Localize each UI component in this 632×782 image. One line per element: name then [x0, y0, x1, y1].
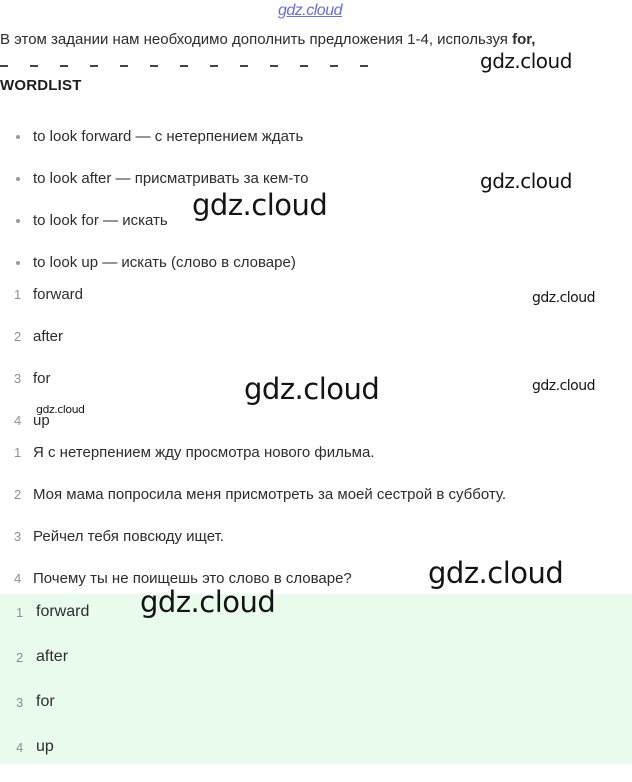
list-item-text: forward: [33, 286, 84, 303]
list-item-text: to look for — искать: [33, 212, 168, 229]
watermark: gdz.cloud: [428, 556, 564, 590]
list-item-text: to look after — присматривать за кем-то: [33, 170, 309, 187]
list-item-text: up: [33, 412, 50, 429]
watermark: gdz.cloud: [192, 188, 328, 222]
item-number: 2: [14, 329, 22, 344]
list-item-text: after: [33, 328, 64, 345]
answer-panel: [0, 594, 632, 764]
watermark: gdz.cloud: [36, 403, 85, 416]
item-number: 2: [16, 650, 24, 665]
answer-text: for: [36, 693, 55, 710]
list-item: [0, 692, 632, 737]
watermark: gdz.cloud: [532, 290, 595, 306]
list-item-text: Моя мама попросила меня присмотреть за моей сестрой в субботу.: [33, 486, 507, 503]
words-list: [0, 284, 632, 452]
list-item: [0, 126, 632, 168]
item-number: 4: [14, 571, 22, 586]
item-number: 4: [16, 740, 24, 755]
list-item: [0, 737, 632, 782]
intro-text: В этом задании нам необходимо дополнить предложения 1-4, используя: [0, 31, 513, 48]
answer-text: up: [36, 738, 54, 755]
list-item-text: Почему ты не поищешь это слово в словаре?: [33, 570, 352, 587]
watermark: gdz.cloud: [480, 169, 572, 193]
watermark: gdz.cloud: [532, 378, 595, 394]
list-item: [0, 602, 632, 647]
item-number: 3: [14, 529, 22, 544]
bullet-icon: [16, 219, 20, 223]
intro-bold-word: for,: [512, 31, 536, 48]
bullet-icon: [16, 261, 20, 265]
intro-paragraph: [0, 31, 632, 48]
site-logo[interactable]: gdz.cloud: [278, 2, 342, 19]
answers-list: [0, 602, 632, 782]
wordlist-heading: WORDLIST: [0, 77, 82, 94]
item-number: 4: [14, 413, 22, 428]
answer-text: forward: [36, 603, 90, 620]
list-item: [0, 442, 632, 484]
watermark: gdz.cloud: [140, 585, 276, 619]
list-item-text: Я с нетерпением жду просмотра нового фильма.: [33, 444, 375, 461]
list-item-text: for: [33, 370, 51, 387]
list-item: [0, 484, 632, 526]
item-number: 1: [16, 605, 24, 620]
item-number: 2: [14, 487, 22, 502]
item-number: 3: [16, 695, 24, 710]
answer-text: after: [36, 648, 69, 665]
list-item-text: to look forward — с нетерпением ждать: [33, 128, 304, 145]
bullet-icon: [16, 135, 20, 139]
intro-cut-off-line: [0, 56, 400, 68]
bullet-icon: [16, 177, 20, 181]
watermark: gdz.cloud: [244, 372, 380, 406]
list-item: [0, 326, 632, 368]
list-item-text: to look up — искать (слово в словаре): [33, 254, 296, 271]
item-number: 1: [14, 287, 22, 302]
item-number: 3: [14, 371, 22, 386]
list-item: [0, 647, 632, 692]
watermark: gdz.cloud: [480, 49, 572, 73]
list-item-text: Рейчел тебя повсюду ищет.: [33, 528, 224, 545]
item-number: 1: [14, 445, 22, 460]
